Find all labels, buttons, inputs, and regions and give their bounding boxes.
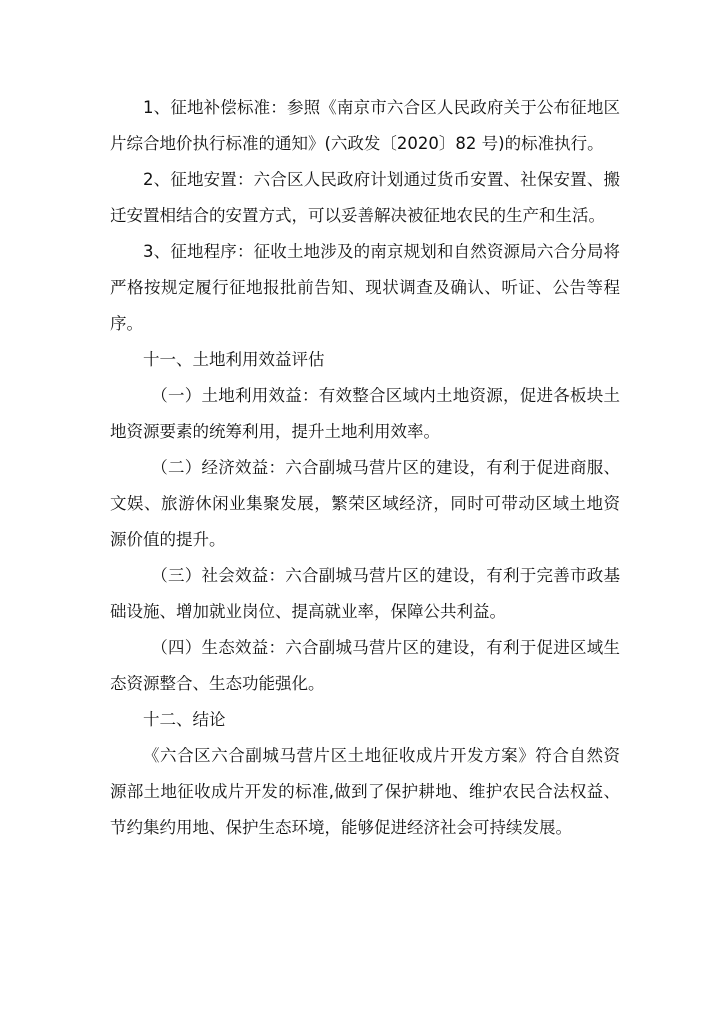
- paragraph-procedure: 3、征地程序：征收土地涉及的南京规划和自然资源局六合分局将严格按规定履行征地报批前告知、现状调查及确认、听证、公告等程序。: [110, 242, 620, 333]
- paragraph-compensation-standard: 1、征地补偿标准：参照《南京市六合区人民政府关于公布征地区片综合地价执行标准的通知》(六政发〔2020〕82 号)的标准执行。: [110, 98, 620, 153]
- section-11-item-social: （三）社会效益：六合副城马营片区的建设，有利于完善市政基础设施、增加就业岗位、提高就业率，保障公共利益。: [110, 566, 620, 621]
- paragraph-resettlement: 2、征地安置：六合区人民政府计划通过货币安置、社保安置、搬迁安置相结合的安置方式，可以妥善解决被征地农民的生产和生活。: [110, 170, 620, 225]
- section-12-conclusion: 《六合区六合副城马营片区土地征收成片开发方案》符合自然资源部土地征收成片开发的标准,做到了保护耕地、维护农民合法权益、节约集约用地、保护生态环境，能够促进经济社会可持续发展。: [110, 746, 620, 837]
- section-11-item-land-use: （一）土地利用效益：有效整合区域内土地资源，促进各板块土地资源要素的统筹利用，提升土地利用效率。: [110, 386, 620, 441]
- section-12-heading: 十二、结论: [143, 710, 226, 729]
- section-11-item-ecological: （四）生态效益：六合副城马营片区的建设，有利于促进区域生态资源整合、生态功能强化。: [110, 638, 620, 693]
- section-11-heading: 十一、土地利用效益评估: [143, 350, 325, 369]
- section-11-item-economic: （二）经济效益：六合副城马营片区的建设，有利于促进商服、文娱、旅游休闲业集聚发展，繁荣区域经济，同时可带动区域土地资源价值的提升。: [110, 458, 620, 549]
- document-page: [110, 90, 620, 846]
